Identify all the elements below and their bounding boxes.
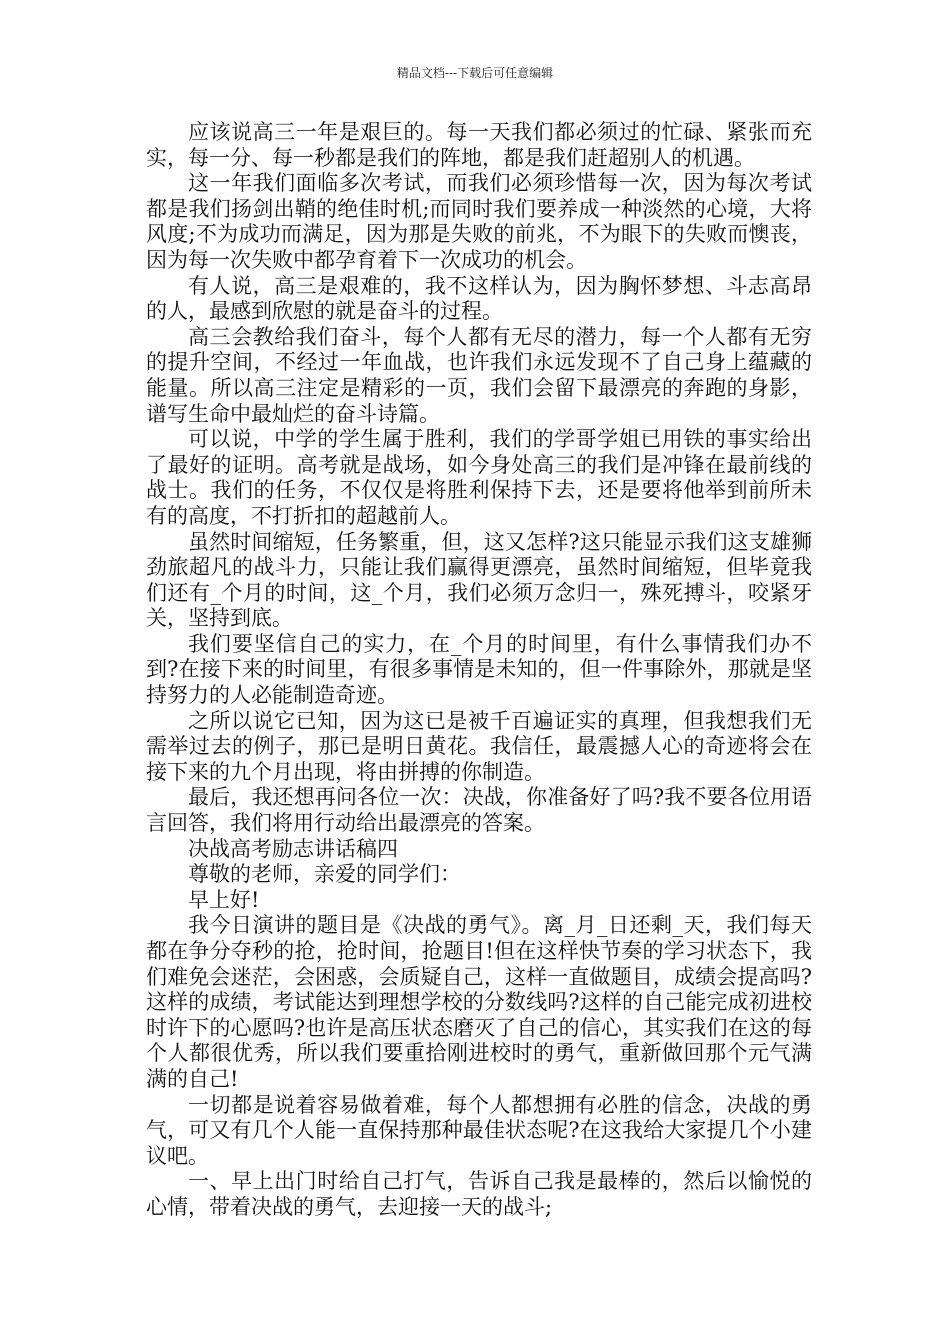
salutation: 尊敬的老师，亲爱的同学们： [188, 862, 461, 887]
paragraph: 这一年我们面临多次考试，而我们必须珍惜每一次，因为每次考试都是我们扬剑出鞘的绝佳时机;而同时我们要养成一种淡然的心境，大将风度;不为成功而满足，因为那是失败的前兆，不为眼下的失败而懊丧，因为每一次失败中都孕育着下一次成功的机会。 [146, 171, 812, 272]
paragraph: 高三会教给我们奋斗，每个人都有无尽的潜力，每一个人都有无穷的提升空间，不经过一年血战，也许我们永远发现不了自己身上蕴藏的能量。所以高三注定是精彩的一页，我们会留下最漂亮的奔跑的身影，谱写生命中最灿烂的奋斗诗篇。 [146, 324, 812, 426]
paragraph: 我们要坚信自己的实力，在_个月的时间里，有什么事情我们办不到?在接下来的时间里，有很多事情是未知的，但一件事除外，那就是坚持努力的人必能制造奇迹。 [146, 631, 812, 708]
paragraph: 一、早上出门时给自己打气，告诉自己我是最棒的，然后以愉悦的心情，带着决战的勇气，去迎接一天的战斗; [146, 1169, 812, 1219]
paragraph: 虽然时间缩短，任务繁重，但，这又怎样?这只能显示我们这支雄狮劲旅超凡的战斗力，只能让我们赢得更漂亮，虽然时间缩短，但毕竟我们还有_个月的时间，这_个月，我们必须万念归一，殊死搏斗，咬紧牙关，坚持到底。 [146, 529, 812, 631]
paragraph: 之所以说它已知，因为这已是被千百遍证实的真理，但我想我们无需举过去的例子，那已是明日黄花。我信任，最震撼人心的奇迹将会在接下来的九个月出现，将由拼搏的你制造。 [146, 708, 812, 784]
page-header: 精品文档---下载后可任意编辑 [396, 66, 554, 80]
paragraph: 应该说高三一年是艰巨的。每一天我们都必须过的忙碌、紧张而充实，每一分、每一秒都是我们的阵地，都是我们赶超别人的机遇。 [146, 120, 812, 170]
paragraph: 一切都是说着容易做着难，每个人都想拥有必胜的信念，决战的勇气，可又有几个人能一直保持那种最佳状态呢?在这我给大家提几个小建议吧。 [146, 1092, 812, 1168]
section-heading: 决战高考励志讲话稿四 [188, 836, 398, 861]
paragraph: 有人说，高三是艰难的，我不这样认为，因为胸怀梦想、斗志高昂的人，最感到欣慰的就是奋斗的过程。 [146, 273, 812, 324]
document-body [146, 120, 812, 1221]
paragraph: 我今日演讲的题目是《决战的勇气》。离_月_日还剩_天，我们每天都在争分夺秒的抢，抢时间，抢题目!但在这样快节奏的学习状态下，我们难免会迷茫，会困惑，会质疑自己，这样一直做题目，成绩会提高吗?这样的成绩，考试能达到理想学校的分数线吗?这样的自己能完成初进校时许下的心愿吗?也许是高压状态磨灭了自己的信心，其实我们在这的每个人都很优秀，所以我们要重拾刚进校时的勇气，重新做回那个元气满满的自己! [146, 913, 812, 1091]
paragraph: 可以说，中学的学生属于胜利，我们的学哥学姐已用铁的事实给出了最好的证明。高考就是战场，如今身处高三的我们是冲锋在最前线的战士。我们的任务，不仅仅是将胜利保持下去，还是要将他举到前所未有的高度，不打折扣的超越前人。 [146, 427, 812, 528]
greeting: 早上好! [188, 887, 260, 912]
paragraph: 最后，我还想再问各位一次：决战，你准备好了吗?我不要各位用语言回答，我们将用行动给出最漂亮的答案。 [146, 785, 812, 836]
